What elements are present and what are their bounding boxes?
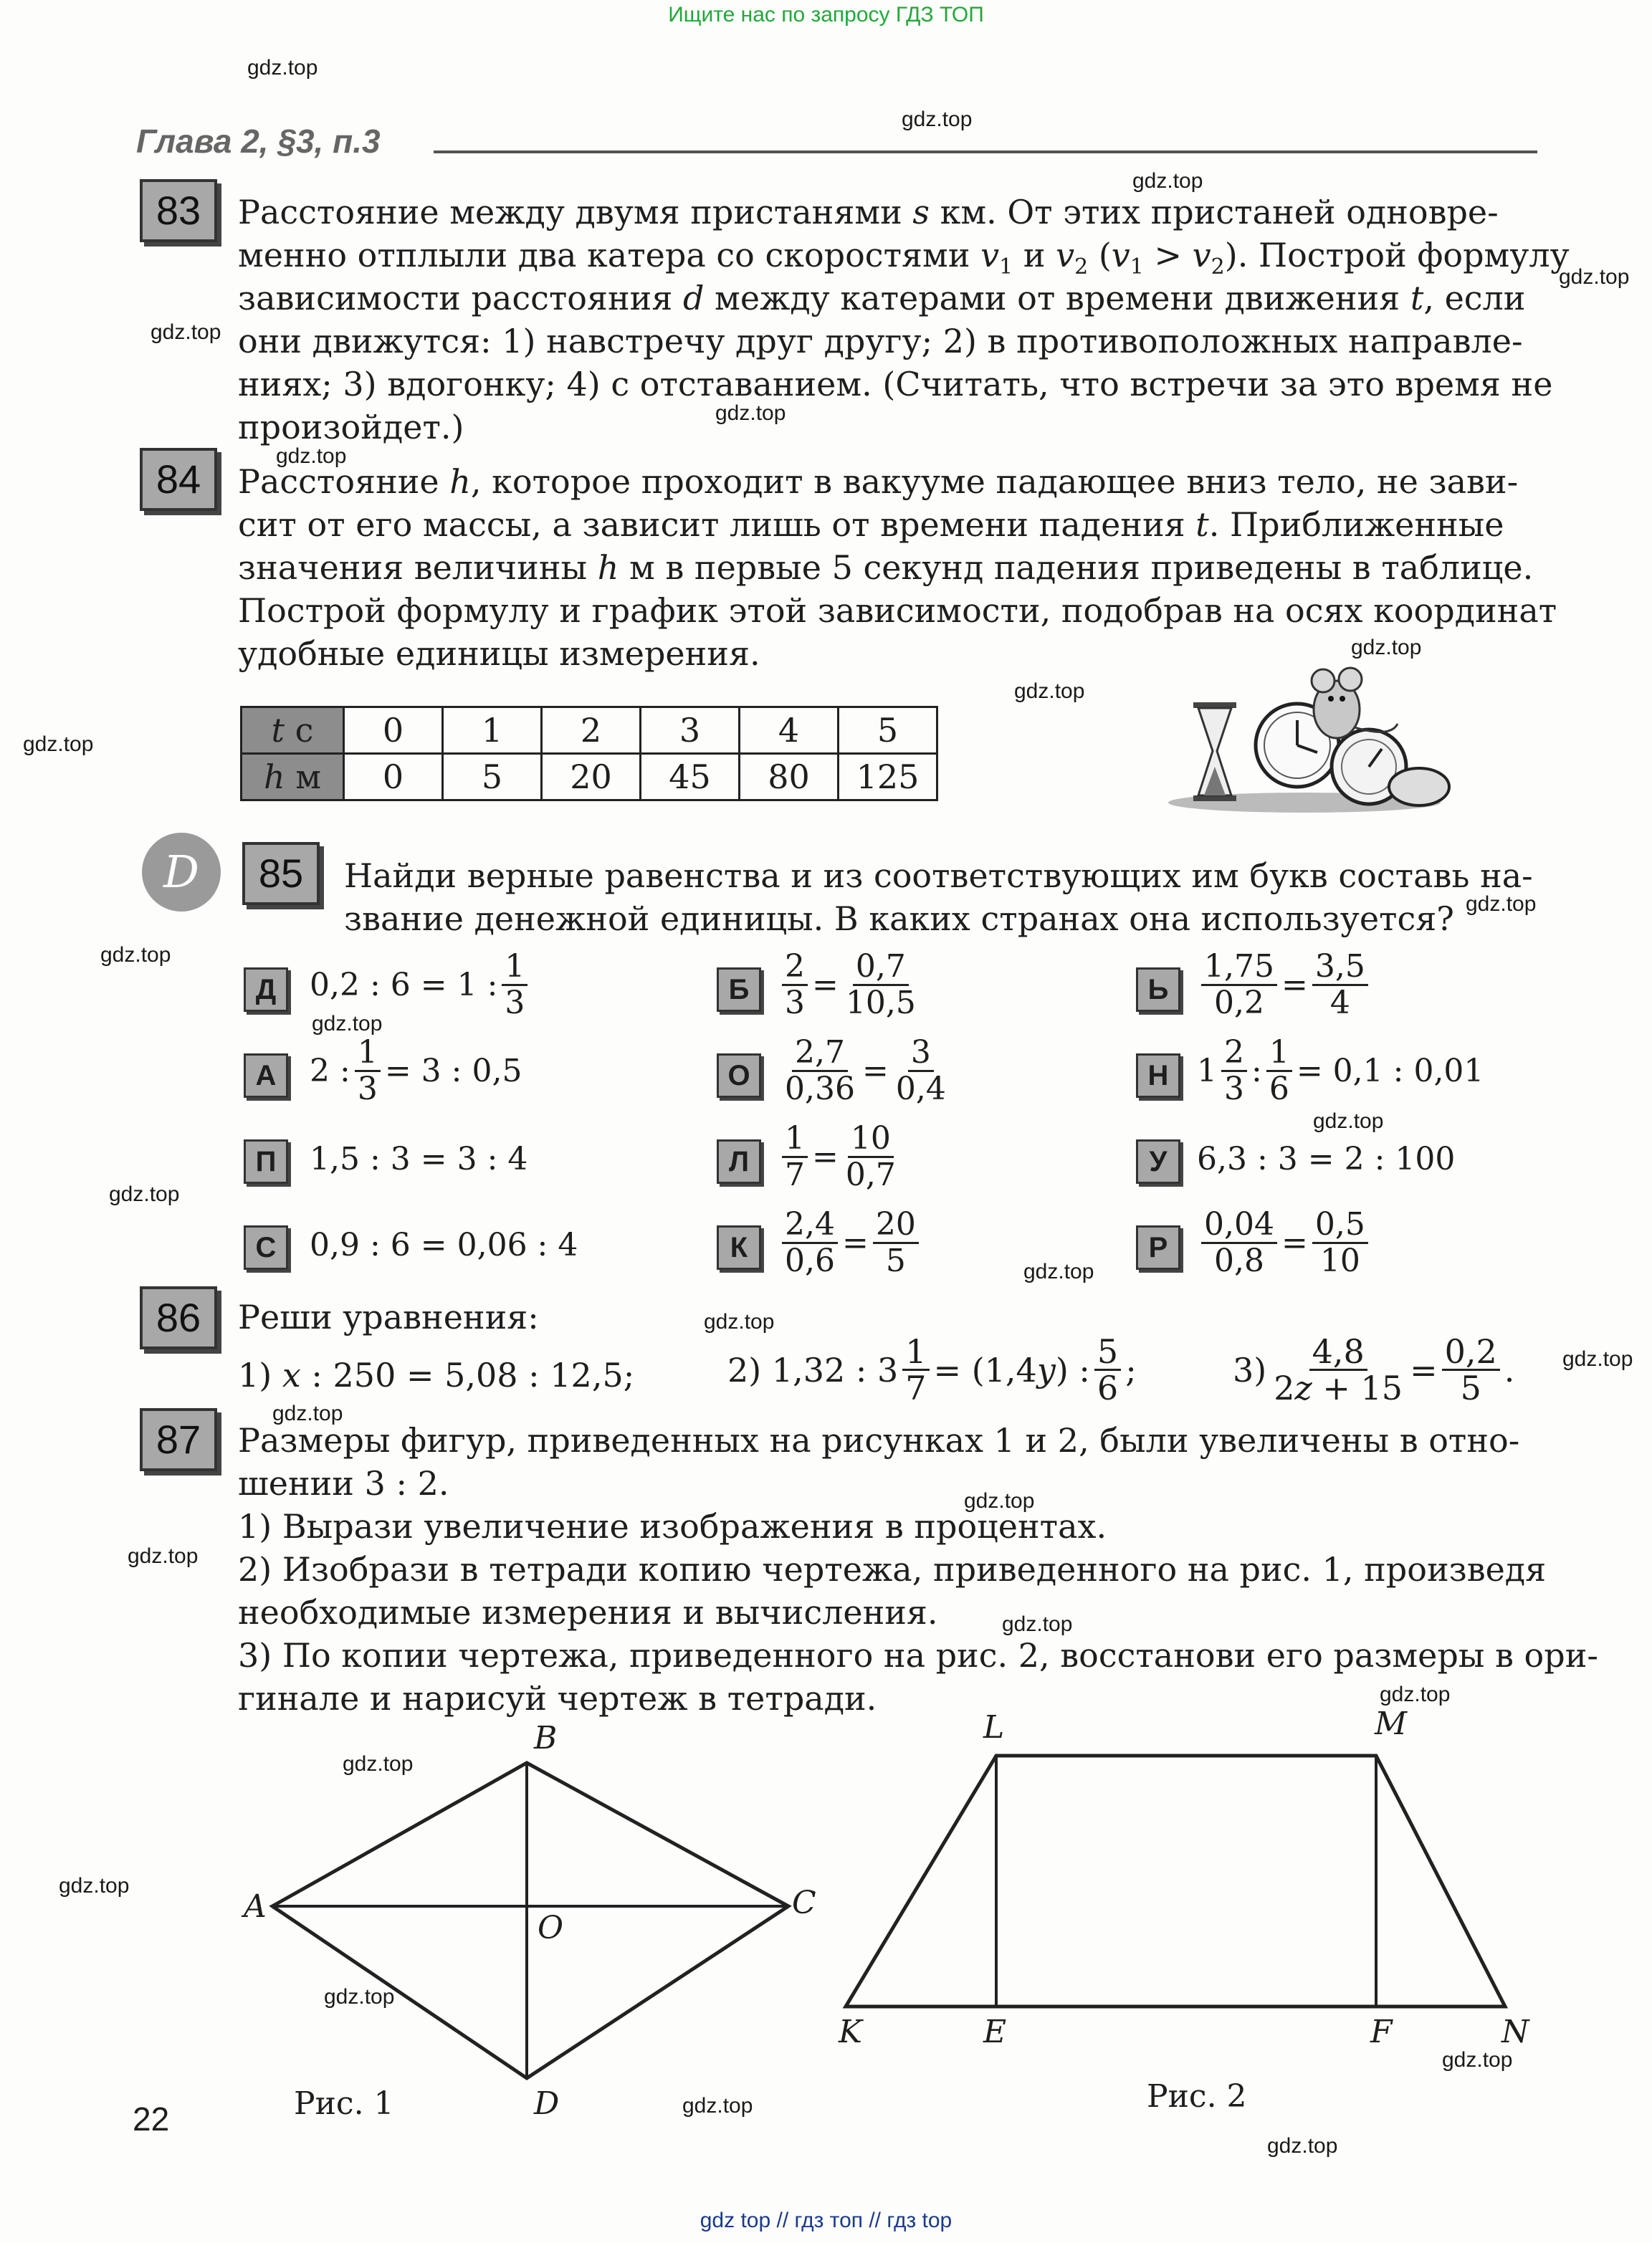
task-84-line-1: Расстояние h, которое проходит в вакууме падающее вниз тело, не зави- bbox=[238, 462, 1519, 501]
fraction bbox=[1312, 1207, 1368, 1278]
watermark: gdz.top bbox=[1023, 1260, 1094, 1283]
watermark: gdz.top bbox=[1442, 2048, 1513, 2072]
num: 0,7 bbox=[853, 950, 909, 986]
watermark: gdz.top bbox=[1132, 169, 1203, 193]
watermark: gdz.top bbox=[59, 1874, 130, 1898]
task-84-line-5: удобные единицы измерения. bbox=[238, 634, 760, 673]
table-cell: 5 bbox=[839, 707, 937, 754]
point-label-e: E bbox=[983, 2014, 1007, 2050]
mouse-clock-illustration bbox=[1154, 659, 1462, 817]
equality-b: $\frac{2}{3}$ = $\frac{0,7}{10,5}$ bbox=[778, 950, 923, 1020]
task-85-number: 85 bbox=[242, 842, 320, 905]
letter-box: П bbox=[244, 1139, 288, 1184]
den: 0,7 bbox=[845, 1157, 896, 1193]
num: 4,8 bbox=[1309, 1334, 1367, 1371]
watermark: gdz.top bbox=[100, 943, 171, 967]
watermark: gdz.top bbox=[247, 56, 318, 80]
equation-1: 1) x : 250 = 5,08 : 12,5; bbox=[238, 1356, 635, 1395]
fraction bbox=[1201, 950, 1277, 1020]
num: 2,7 bbox=[792, 1036, 848, 1072]
task-86-number: 86 bbox=[140, 1286, 217, 1349]
letter-box: У bbox=[1136, 1139, 1180, 1184]
num: 2 bbox=[1221, 1036, 1247, 1072]
point-label-d: D bbox=[534, 2085, 560, 2122]
den: 3 bbox=[505, 985, 525, 1021]
den: 4 bbox=[1329, 985, 1350, 1021]
table-cell: 3 bbox=[641, 707, 740, 754]
den: 5 bbox=[1460, 1369, 1481, 1407]
fall-table bbox=[240, 706, 938, 801]
letter-box: О bbox=[717, 1053, 761, 1098]
fraction bbox=[1271, 1334, 1405, 1405]
num: 1 bbox=[355, 1036, 381, 1072]
watermark: gdz.top bbox=[1466, 892, 1537, 916]
den: 7 bbox=[785, 1157, 805, 1193]
eq-text: = (1,4y) : bbox=[933, 1350, 1090, 1390]
task-83-line-4: они движутся: 1) навстречу друг другу; 2) в противоположных направле- bbox=[238, 322, 1523, 360]
fraction bbox=[1266, 1036, 1292, 1106]
equality-k: $\frac{2,4}{0,6}$ = $\frac{20}{5}$ bbox=[778, 1207, 923, 1278]
task-83-line-6: произойдет.) bbox=[238, 408, 464, 446]
letter-box: Д bbox=[244, 967, 288, 1012]
task-83-number: 83 bbox=[140, 179, 217, 242]
eq-text: 2 : bbox=[310, 1053, 350, 1089]
letter-box: К bbox=[717, 1225, 761, 1270]
fraction bbox=[893, 1036, 949, 1106]
task-87-line-4: 2) Изобрази в тетради копию чертежа, приведенного на рис. 1, произведя bbox=[238, 1550, 1547, 1589]
task-84-line-2: сит от его массы, а зависит лишь от времени падения t. Приближенные bbox=[238, 505, 1504, 544]
den: 10,5 bbox=[845, 985, 916, 1021]
task-87-line-6: 3) По копии чертежа, приведенного на рис. 2, восстанови его размеры в ори- bbox=[238, 1636, 1598, 1675]
fraction bbox=[502, 950, 527, 1020]
num: 1 bbox=[902, 1334, 929, 1371]
den: 0,8 bbox=[1213, 1243, 1264, 1279]
task-84-line-4: Построй формулу и график этой зависимости, подобрав на осях координат bbox=[238, 591, 1557, 630]
letter-box: Б bbox=[717, 967, 761, 1012]
den: 2z + 15 bbox=[1274, 1369, 1403, 1407]
task-84-line-3: значения величины h м в первые 5 секунд падения приведены в таблице. bbox=[238, 548, 1534, 587]
watermark: gdz.top bbox=[151, 320, 221, 344]
eq-text: = 3 : 0,5 bbox=[384, 1053, 522, 1089]
eq-text: 2) 1,32 : 3 bbox=[727, 1350, 899, 1390]
page-number: 22 bbox=[133, 2100, 170, 2138]
table-cell: 125 bbox=[839, 754, 937, 800]
task-87-line-3: 1) Вырази увеличение изображения в процентах. bbox=[238, 1507, 1107, 1546]
letter-box: Л bbox=[717, 1139, 761, 1184]
watermark: gdz.top bbox=[902, 107, 973, 131]
task-87-line-7: гинале и нарисуй чертеж в тетради. bbox=[238, 1679, 877, 1718]
task-86-intro: Реши уравнения: bbox=[238, 1298, 539, 1336]
equality-a bbox=[310, 1036, 522, 1106]
fraction bbox=[355, 1036, 381, 1106]
watermark: gdz.top bbox=[682, 2094, 753, 2118]
num: 5 bbox=[1094, 1334, 1121, 1371]
watermark: gdz.top bbox=[128, 1544, 199, 1568]
num: 1 bbox=[782, 1122, 808, 1158]
point-label-o: O bbox=[538, 1910, 564, 1946]
table-cell: 0 bbox=[344, 754, 443, 800]
table-cell: 20 bbox=[542, 754, 641, 800]
differentiation-logo: D bbox=[142, 833, 221, 912]
den: 3 bbox=[357, 1071, 378, 1107]
task-85-line-1: Найди верные равенства и из соответствующих им букв составь на- bbox=[344, 856, 1533, 895]
table-cell: 2 bbox=[542, 707, 641, 754]
watermark: gdz.top bbox=[1267, 2134, 1338, 2158]
task-87-number: 87 bbox=[140, 1408, 217, 1471]
table-row bbox=[242, 754, 937, 800]
equality-soft: $\frac{1,75}{0,2}$ = $\frac{3,5}{4}$ bbox=[1197, 950, 1372, 1020]
fraction bbox=[782, 1036, 858, 1106]
eq-text: ; bbox=[1125, 1350, 1137, 1390]
eq-text: = 0,1 : 0,01 bbox=[1296, 1053, 1484, 1089]
watermark: gdz.top bbox=[324, 1985, 395, 2009]
eq-text: 1 bbox=[1197, 1053, 1217, 1089]
eq-text: 3) bbox=[1233, 1350, 1267, 1390]
fraction bbox=[1442, 1334, 1500, 1405]
chapter-heading: Глава 2, §3, п.3 bbox=[136, 123, 381, 160]
den: 0,2 bbox=[1213, 985, 1264, 1021]
table-cell: 0 bbox=[344, 707, 443, 754]
task-83-line-5: ниях; 3) вдогонку; 4) с отставанием. (Считать, что встречи за это время не bbox=[238, 365, 1553, 403]
watermark: gdz.top bbox=[704, 1310, 775, 1334]
den: 5 bbox=[885, 1243, 906, 1279]
top-banner[interactable]: Ищите нас по запросу ГДЗ ТОП bbox=[668, 3, 984, 27]
table-cell: 45 bbox=[641, 754, 740, 800]
figure-2-trapezoid bbox=[831, 1734, 1541, 2021]
fraction bbox=[1221, 1036, 1247, 1106]
den: 0,4 bbox=[895, 1071, 946, 1107]
den: 0,36 bbox=[785, 1071, 855, 1107]
watermark: gdz.top bbox=[1562, 1347, 1633, 1371]
num: 1 bbox=[1266, 1036, 1292, 1072]
fraction bbox=[843, 1122, 899, 1192]
chapter-rule bbox=[434, 150, 1537, 153]
num: 2,4 bbox=[782, 1207, 838, 1244]
watermark: gdz.top bbox=[1014, 679, 1085, 703]
letter-box: Ь bbox=[1136, 967, 1180, 1012]
task-84-number: 84 bbox=[140, 448, 217, 511]
equality-s: 0,9 : 6 = 0,06 : 4 bbox=[310, 1227, 578, 1263]
task-87-line-5: необходимые измерения и вычисления. bbox=[238, 1593, 938, 1632]
eq-text: 0,2 : 6 = 1 : bbox=[310, 967, 498, 1003]
equality-u: 6,3 : 3 = 2 : 100 bbox=[1197, 1141, 1456, 1177]
table-cell: 4 bbox=[740, 707, 839, 754]
point-label-a: A bbox=[244, 1888, 267, 1925]
task-87-line-1: Размеры фигур, приведенных на рисунках 1 и 2, были увеличены в отно- bbox=[238, 1421, 1520, 1460]
num: 1,75 bbox=[1201, 950, 1277, 986]
watermark: gdz.top bbox=[276, 444, 347, 468]
watermark: gdz.top bbox=[1559, 265, 1630, 289]
letter-box: Н bbox=[1136, 1053, 1180, 1098]
fraction bbox=[1094, 1334, 1121, 1405]
den: 6 bbox=[1097, 1369, 1119, 1407]
equality-n: 1 $\frac{2}{3}$ : $\frac{1}{6}$ = 0,1 : 0,01 bbox=[1197, 1034, 1484, 1107]
point-label-l: L bbox=[983, 1709, 1005, 1746]
letter-box: Р bbox=[1136, 1225, 1180, 1270]
equality-o: $\frac{2,7}{0,36}$ = $\frac{3}{0,4}$ bbox=[778, 1036, 953, 1106]
task-85-line-2: звание денежной единицы. В каких странах она используется? bbox=[344, 899, 1454, 938]
equality-p: 1,5 : 3 = 3 : 4 bbox=[310, 1141, 528, 1177]
den: 3 bbox=[785, 985, 805, 1021]
num: 2 bbox=[782, 950, 808, 986]
table-cell: 5 bbox=[443, 754, 542, 800]
point-label-k: K bbox=[839, 2014, 862, 2050]
den: 3 bbox=[1224, 1071, 1244, 1107]
point-label-n: N bbox=[1501, 2014, 1529, 2050]
fraction bbox=[782, 1122, 808, 1192]
fraction bbox=[782, 950, 808, 1020]
watermark: gdz.top bbox=[1380, 1683, 1451, 1706]
equality-l: $\frac{1}{7}$ = $\frac{10}{0,7}$ bbox=[778, 1122, 903, 1192]
watermark: gdz.top bbox=[109, 1182, 180, 1206]
bottom-banner[interactable]: gdz top // гдз топ // гдз top bbox=[700, 2209, 952, 2232]
num: 20 bbox=[873, 1207, 919, 1244]
task-87-line-2: шении 3 : 2. bbox=[238, 1464, 449, 1503]
fraction bbox=[873, 1207, 919, 1278]
num: 3,5 bbox=[1312, 950, 1368, 986]
watermark: gdz.top bbox=[272, 1402, 343, 1425]
table-head-h: h м bbox=[242, 754, 344, 800]
fraction bbox=[1312, 950, 1368, 1020]
watermark: gdz.top bbox=[343, 1752, 414, 1776]
fraction bbox=[843, 950, 919, 1020]
equation-2 bbox=[727, 1334, 1137, 1405]
den: 7 bbox=[905, 1369, 927, 1407]
point-label-m: M bbox=[1375, 1706, 1408, 1742]
watermark: gdz.top bbox=[312, 1012, 383, 1036]
equation-3: 3) $\frac{4,8}{2z + 15}$ = $\frac{0,2}{5}$ . bbox=[1233, 1332, 1515, 1407]
figure-1-caption: Рис. 1 bbox=[294, 2085, 394, 2122]
eq-text: . bbox=[1504, 1350, 1515, 1390]
watermark: gdz.top bbox=[1002, 1612, 1073, 1636]
num: 0,5 bbox=[1312, 1207, 1368, 1244]
table-cell: 80 bbox=[740, 754, 839, 800]
equality-r: $\frac{0,04}{0,8}$ = $\frac{0,5}{10}$ bbox=[1197, 1207, 1372, 1278]
den: 0,6 bbox=[785, 1243, 835, 1279]
num: 0,2 bbox=[1442, 1334, 1500, 1371]
task-83-line-1: Расстояние между двумя пристанями s км. От этих пристаней одновре- bbox=[238, 193, 1499, 231]
point-label-f: F bbox=[1370, 2014, 1393, 2050]
num: 0,04 bbox=[1201, 1207, 1277, 1244]
task-83-line-3: зависимости расстояния d между катерами от времени движения t, если bbox=[238, 279, 1526, 317]
watermark: gdz.top bbox=[23, 732, 94, 756]
letter-box: А bbox=[244, 1053, 288, 1098]
num: 1 bbox=[502, 950, 527, 986]
figure-2-caption: Рис. 2 bbox=[1147, 2078, 1247, 2115]
num: 10 bbox=[848, 1122, 894, 1158]
den: 10 bbox=[1319, 1243, 1360, 1279]
letter-box: С bbox=[244, 1225, 288, 1270]
watermark: gdz.top bbox=[1313, 1109, 1384, 1133]
fraction bbox=[1201, 1207, 1277, 1278]
den: 6 bbox=[1269, 1071, 1289, 1107]
point-label-c: C bbox=[792, 1885, 816, 1921]
num: 3 bbox=[908, 1036, 934, 1072]
fraction bbox=[902, 1334, 929, 1405]
point-label-b: B bbox=[534, 1720, 558, 1756]
equality-d bbox=[310, 950, 532, 1020]
fraction bbox=[782, 1207, 838, 1278]
task-83-line-2: менно отплыли два катера со скоростями $v_1$ и $v_2$ $(v_1 > v_2)$. Построй формулу bbox=[238, 236, 1570, 279]
table-cell: 1 bbox=[443, 707, 542, 754]
table-row bbox=[242, 707, 937, 754]
table-head-t: t с bbox=[242, 707, 344, 754]
watermark: gdz.top bbox=[964, 1489, 1035, 1513]
watermark: gdz.top bbox=[715, 401, 786, 425]
watermark: gdz.top bbox=[1351, 636, 1422, 659]
